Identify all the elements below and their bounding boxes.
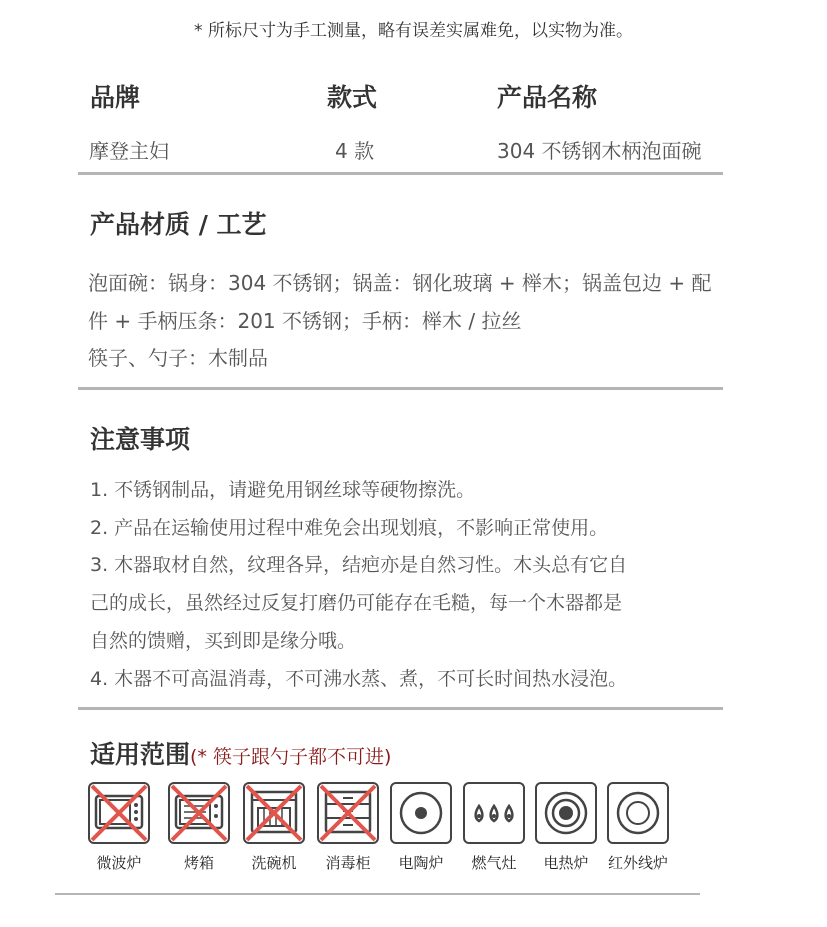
dishwasher-icon (243, 782, 305, 844)
appliance-electric-stove (533, 782, 599, 873)
divider (78, 172, 723, 175)
appliance-label: 红外线炉 (607, 854, 668, 872)
measurement-note: * 所标尺寸为手工测量，略有误差实属难免，以实物为准。 (194, 21, 633, 41)
material-line: 件 + 手柄压条：201 不锈钢；手柄：榉木 / 拉丝 (88, 308, 522, 333)
notes-title: 注意事项 (90, 425, 191, 454)
appliance-ceramic-cooker (388, 782, 454, 873)
divider (78, 707, 723, 710)
note-line: 4. 木器不可高温消毒，不可沸水蒸、煮，不可长时间热水浸泡。 (90, 667, 628, 690)
material-line: 泡面碗：锅身：304 不锈钢；锅盖：钢化玻璃 + 榉木；锅盖包边 + 配 (88, 271, 712, 295)
appliance-label: 洗碗机 (251, 854, 297, 872)
brand-label: 品牌 (90, 83, 141, 112)
oven-icon (168, 782, 230, 844)
infrared-cooker-icon (607, 782, 669, 844)
appliance-gas-stove (461, 782, 527, 873)
appliance-label: 电热炉 (543, 854, 589, 872)
style-value: 4 款 (335, 139, 375, 163)
material-description (88, 265, 711, 378)
ceramic-cooker-icon (390, 782, 452, 844)
appliance-label: 烤箱 (183, 854, 214, 872)
note-line: 1. 不锈钢制品，请避免用钢丝球等硬物擦洗。 (90, 479, 476, 501)
appliance-label: 消毒柜 (325, 854, 371, 872)
style-label: 款式 (327, 83, 378, 112)
note-line: 自然的馈赠，买到即是缘分哦。 (90, 629, 357, 652)
microwave-icon (88, 782, 150, 844)
scope-heading (90, 735, 391, 771)
appliance-dishwasher (241, 782, 307, 873)
note-line: 2. 产品在运输使用过程中难免会出现划痕，不影响正常使用。 (90, 516, 609, 539)
appliance-label: 燃气灶 (471, 854, 517, 872)
gas-stove-icon (463, 782, 525, 844)
brand-value: 摩登主妇 (89, 139, 169, 163)
note-line: 3. 木器取材自然，纹理各异，结疤亦是自然习性。木头总有它自 (90, 554, 628, 577)
material-title: 产品材质 / 工艺 (90, 210, 267, 239)
divider (78, 387, 723, 390)
scope-title: 适用范围 (90, 740, 191, 769)
bottom-divider (55, 893, 700, 895)
electric-stove-icon (535, 782, 597, 844)
appliance-oven (166, 782, 232, 873)
scope-note: (* 筷子跟勺子都不可进) (190, 746, 392, 768)
notes-list (90, 472, 627, 698)
material-line: 筷子、勺子：木制品 (88, 346, 268, 370)
sterilizer-cabinet-icon (317, 782, 379, 844)
appliance-infrared-cooker (605, 782, 671, 873)
appliance-sterilizer (315, 782, 381, 873)
appliance-microwave (86, 782, 152, 873)
product-name-label: 产品名称 (497, 83, 598, 112)
product-name-value: 304 不锈钢木柄泡面碗 (497, 139, 702, 163)
appliance-icons (86, 782, 686, 882)
appliance-label: 电陶炉 (398, 854, 444, 872)
note-line: 己的成长，虽然经过反复打磨仍可能存在毛糙，每一个木器都是 (90, 592, 623, 615)
appliance-label: 微波炉 (96, 854, 142, 872)
